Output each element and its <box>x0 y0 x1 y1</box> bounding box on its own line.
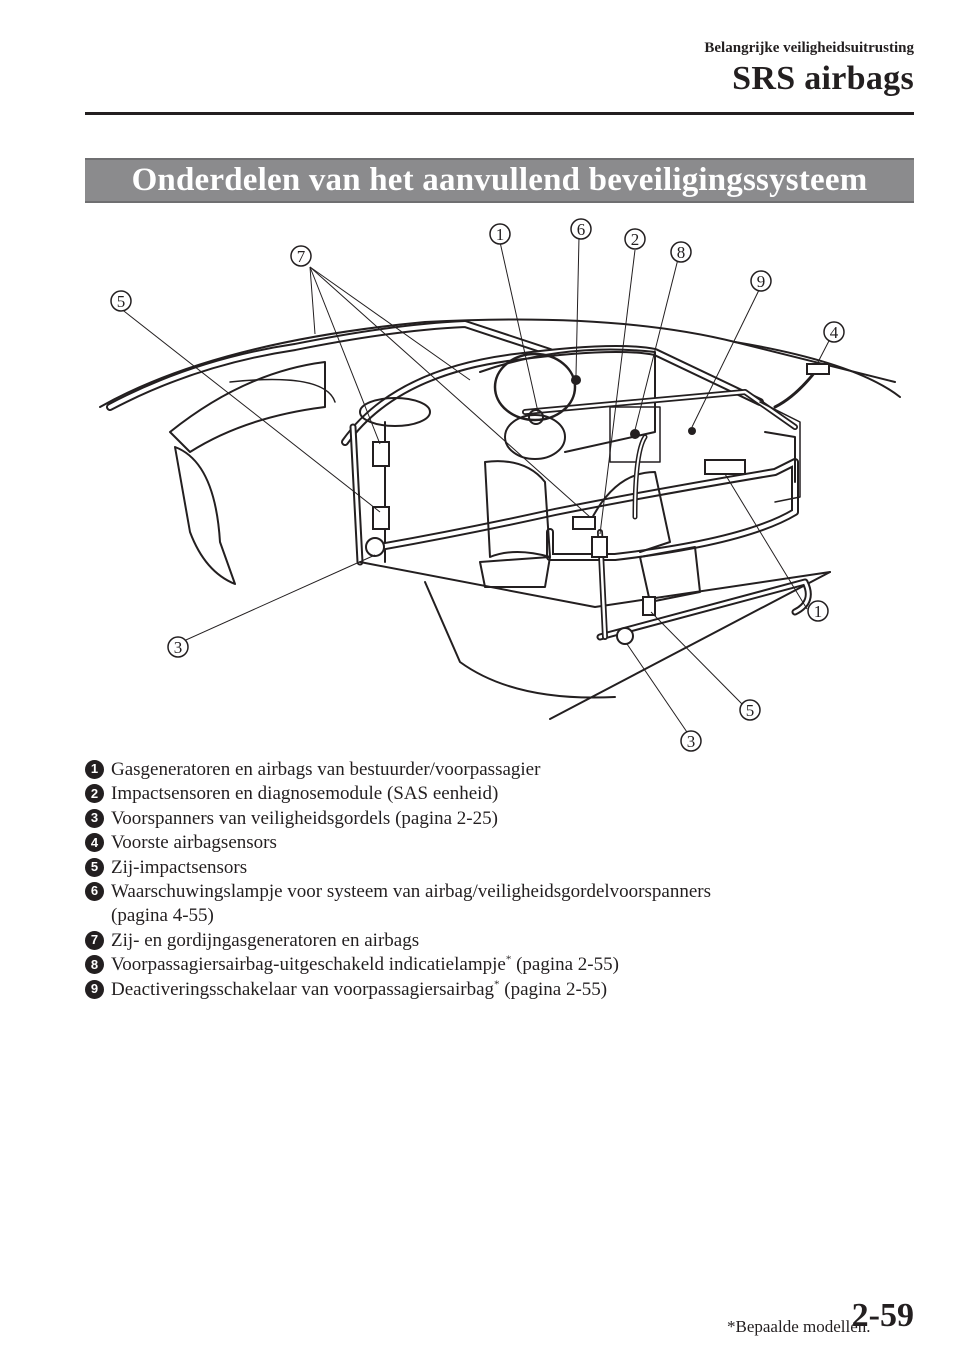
legend-text <box>111 880 925 929</box>
callout-1-top <box>490 224 510 244</box>
footnote-asterisk: * <box>505 953 512 966</box>
callout-2 <box>625 229 645 249</box>
callout-3-right <box>681 731 701 751</box>
callout-6 <box>571 219 591 239</box>
legend-item-2 <box>85 782 925 806</box>
section-banner <box>85 158 914 203</box>
callout-5-right <box>740 700 760 720</box>
legend-item-6 <box>85 880 925 929</box>
component-legend <box>85 758 925 1002</box>
legend-number-badge: 6 <box>85 882 104 901</box>
callout-3-left <box>168 637 188 657</box>
page-number: 2-59 <box>851 1297 914 1334</box>
footnote: *Bepaalde modellen. <box>727 1317 871 1336</box>
legend-item-1 <box>85 758 925 782</box>
legend-number-badge: 9 <box>85 980 104 999</box>
legend-text: Voorspanners van veiligheidsgordels (pagina 2-25) <box>111 807 498 829</box>
legend-text-line2: (pagina 4-55) <box>111 905 214 927</box>
legend-text-line1: Waarschuwingslampje voor systeem van airbag/veiligheidsgordelvoorspanners <box>111 881 711 903</box>
svg-text:1: 1 <box>813 602 823 621</box>
legend-number-badge: 5 <box>85 858 104 877</box>
svg-text:5: 5 <box>116 292 126 311</box>
legend-item-8 <box>85 953 925 977</box>
callout-9 <box>751 271 771 291</box>
legend-text-main: Voorpassagiersairbag-uitgeschakeld indicatielampje <box>111 954 506 976</box>
svg-text:8: 8 <box>676 243 686 262</box>
legend-number-badge: 3 <box>85 809 104 828</box>
legend-text: Impactsensoren en diagnosemodule (SAS eenheid) <box>111 783 499 805</box>
legend-item-5 <box>85 856 925 880</box>
legend-number-badge: 8 <box>85 955 104 974</box>
legend-text: Voorste airbagsensors <box>111 832 277 854</box>
legend-text: Gasgeneratoren en airbags van bestuurder/voorpassagier <box>111 759 541 780</box>
callout-7 <box>291 246 311 266</box>
legend-number-badge: 2 <box>85 784 104 803</box>
chapter-title: Belangrijke veiligheidsuitrusting <box>704 40 914 56</box>
svg-text:1: 1 <box>495 225 505 244</box>
legend-item-7 <box>85 929 925 953</box>
legend-text-page-ref: (pagina 2-55) <box>499 978 608 1000</box>
callout-1-right <box>808 601 828 621</box>
legend-number-badge: 7 <box>85 931 104 950</box>
callout-5-left <box>111 291 131 311</box>
svg-text:7: 7 <box>296 247 306 266</box>
legend-text: Zij- en gordijngasgeneratoren en airbags <box>111 929 420 951</box>
legend-text-page-ref: (pagina 2-55) <box>511 954 619 976</box>
svg-text:9: 9 <box>756 272 766 291</box>
footnote-asterisk: * <box>494 978 500 991</box>
callout-markers <box>111 219 844 751</box>
legend-text-main: Deactiveringsschakelaar van voorpassagiersairbag <box>111 978 494 1000</box>
svg-text:2: 2 <box>630 230 640 249</box>
legend-text <box>111 953 925 977</box>
car-interior-illustration <box>95 212 915 752</box>
legend-item-9 <box>85 978 925 1002</box>
legend-number-badge: 1 <box>85 760 104 779</box>
svg-text:5: 5 <box>745 701 755 720</box>
legend-number-badge: 4 <box>85 833 104 852</box>
legend-text: Zij-impactsensors <box>111 856 248 878</box>
srs-component-diagram <box>95 212 915 752</box>
svg-text:4: 4 <box>829 323 839 342</box>
svg-text:3: 3 <box>173 638 183 657</box>
legend-item-3 <box>85 807 925 831</box>
page-section-title: SRS airbags <box>732 60 914 97</box>
callout-4 <box>824 322 844 342</box>
callout-8 <box>671 242 691 262</box>
legend-text <box>111 978 925 1002</box>
legend-item-4 <box>85 831 925 855</box>
section-title: Onderdelen van het aanvullend beveiligingssysteem <box>131 162 868 198</box>
header-divider <box>85 112 914 115</box>
svg-text:3: 3 <box>686 732 696 751</box>
svg-text:6: 6 <box>576 220 586 239</box>
